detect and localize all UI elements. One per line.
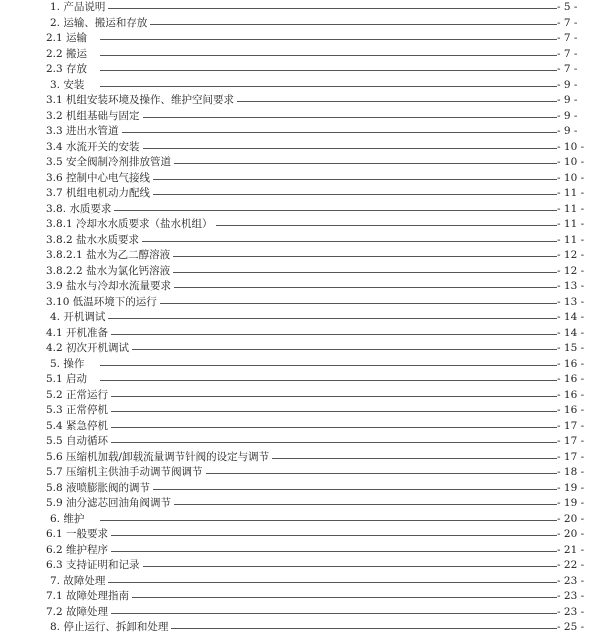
toc-entry-title: 3.1 机组安装环境及操作、维护空间要求 <box>46 93 237 108</box>
toc-entry[interactable] <box>0 124 604 139</box>
toc-entry[interactable] <box>0 47 604 62</box>
toc-entry[interactable] <box>0 543 604 558</box>
toc-entry-title: 3.5 安全阀制冷剂排放管道 <box>46 155 174 170</box>
toc-entry-title: 3.8.1 冷却水水质要求（盐水机组） <box>46 217 216 232</box>
toc-leader-line <box>100 86 568 87</box>
toc-entry[interactable] <box>0 605 604 620</box>
toc-leader-line <box>100 520 568 521</box>
toc-page-number: - 13 - <box>557 279 597 294</box>
toc-leader-line <box>100 613 568 614</box>
toc-entry-title: 4. 开机调试 <box>50 310 108 325</box>
toc-entry-title: 8. 停止运行、拆卸和处理 <box>50 620 171 635</box>
toc-page-number: - 10 - <box>557 171 597 186</box>
toc-entry-title: 3.8.2.2 盐水为氯化钙溶液 <box>46 264 173 279</box>
toc-page-number: - 13 - <box>557 295 597 310</box>
toc-leader-line <box>100 148 568 149</box>
toc-entry-title: 3.8. 水质要求 <box>46 202 114 217</box>
toc-leader-line <box>100 551 568 552</box>
toc-entry-title: 7.2 故障处理 <box>46 605 111 620</box>
toc-entry[interactable] <box>0 310 604 325</box>
toc-entry-title: 5.1 启动 <box>46 372 90 387</box>
toc-entry-title: 3.10 低温环境下的运行 <box>46 295 160 310</box>
toc-page-number: - 12 - <box>557 264 597 279</box>
toc-entry[interactable] <box>0 93 604 108</box>
toc-leader-line <box>100 442 568 443</box>
toc-entry[interactable] <box>0 171 604 186</box>
toc-entry[interactable] <box>0 434 604 449</box>
toc-page-number: - 19 - <box>557 496 597 511</box>
toc-entry-title: 6.1 一般要求 <box>46 527 111 542</box>
toc-leader-line <box>100 411 568 412</box>
toc-leader-line <box>100 349 568 350</box>
toc-entry-title: 3.4 水流开关的安装 <box>46 140 143 155</box>
toc-leader-line <box>100 210 568 211</box>
toc-entry[interactable] <box>0 388 604 403</box>
toc-entry-title: 3.7 机组电机动力配线 <box>46 186 153 201</box>
toc-entry-title: 6.3 支持证明和记录 <box>46 558 143 573</box>
toc-entry[interactable] <box>0 0 604 15</box>
toc-leader-line <box>100 489 568 490</box>
toc-entry[interactable] <box>0 465 604 480</box>
toc-page-number: - 7 - <box>557 62 597 77</box>
toc-entry[interactable] <box>0 419 604 434</box>
toc-leader-line <box>100 55 568 56</box>
toc-leader-line <box>100 380 568 381</box>
toc-leader-line <box>100 597 568 598</box>
toc-page-number: - 20 - <box>557 512 597 527</box>
toc-page-number: - 19 - <box>557 481 597 496</box>
toc-page-number: - 11 - <box>557 217 597 232</box>
toc-leader-line <box>100 241 568 242</box>
toc-entry[interactable] <box>0 357 604 372</box>
toc-entry[interactable] <box>0 31 604 46</box>
toc-entry[interactable] <box>0 450 604 465</box>
toc-page-number: - 9 - <box>557 109 597 124</box>
toc-entry-title: 4.1 开机准备 <box>46 326 111 341</box>
toc-entry-title: 5.4 紧急停机 <box>46 419 111 434</box>
toc-leader-line <box>100 194 568 195</box>
toc-page-number: - 11 - <box>557 186 597 201</box>
toc-page-number: - 23 - <box>557 589 597 604</box>
toc-leader-line <box>100 582 568 583</box>
toc-entry[interactable] <box>0 496 604 511</box>
toc-entry[interactable] <box>0 279 604 294</box>
toc-page-number: - 5 - <box>557 0 597 15</box>
toc-page-number: - 15 - <box>557 341 597 356</box>
toc-entry-title: 4.2 初次开机调试 <box>46 341 132 356</box>
toc-page-number: - 25 - <box>557 620 597 635</box>
toc-entry-title: 3.8.2.1 盐水为乙二醇溶液 <box>46 248 173 263</box>
toc-leader-line <box>100 70 568 71</box>
toc-entry-title: 2. 运输、搬运和存放 <box>50 16 150 31</box>
toc-page-number: - 7 - <box>557 31 597 46</box>
toc-page-number: - 21 - <box>557 543 597 558</box>
toc-entry-title: 5.8 液喷膨胀阀的调节 <box>46 481 153 496</box>
toc-entry-title: 2.1 运输 <box>46 31 90 46</box>
toc-entry[interactable] <box>0 589 604 604</box>
toc-entry-title: 5.3 正常停机 <box>46 403 111 418</box>
toc-page-number: - 12 - <box>557 248 597 263</box>
toc-entry-title: 5.2 正常运行 <box>46 388 111 403</box>
toc-page-number: - 16 - <box>557 357 597 372</box>
toc-page-number: - 11 - <box>557 233 597 248</box>
toc-page-number: - 14 - <box>557 310 597 325</box>
toc-page-number: - 9 - <box>557 93 597 108</box>
toc-entry[interactable] <box>0 527 604 542</box>
toc-page-number: - 10 - <box>557 140 597 155</box>
toc-entry-title: 5. 操作 <box>50 357 87 372</box>
toc-page-number: - 22 - <box>557 558 597 573</box>
toc-page-number: - 7 - <box>557 16 597 31</box>
toc-page-number: - 9 - <box>557 78 597 93</box>
toc-page-number: - 14 - <box>557 326 597 341</box>
toc-entry[interactable] <box>0 295 604 310</box>
toc-page-number: - 16 - <box>557 403 597 418</box>
toc-entry[interactable] <box>0 326 604 341</box>
toc-entry[interactable] <box>0 140 604 155</box>
toc-leader-line <box>100 303 568 304</box>
toc-entry[interactable] <box>0 341 604 356</box>
toc-entry-title: 2.3 存放 <box>46 62 90 77</box>
toc-entry-title: 2.2 搬运 <box>46 47 90 62</box>
toc-entry[interactable] <box>0 186 604 201</box>
toc-entry-title: 3.3 进出水管道 <box>46 124 122 139</box>
toc-entry[interactable] <box>0 155 604 170</box>
toc-entry-title: 7. 故障处理 <box>50 574 108 589</box>
toc-entry[interactable] <box>0 512 604 527</box>
toc-leader-line <box>100 8 568 9</box>
toc-leader-line <box>100 396 568 397</box>
toc-entry-title: 5.9 油分滤芯回油角阀调节 <box>46 496 174 511</box>
toc-leader-line <box>100 24 568 25</box>
toc-entry-title: 7.1 故障处理指南 <box>46 589 132 604</box>
toc-page-number: - 18 - <box>557 465 597 480</box>
toc-entry[interactable] <box>0 16 604 31</box>
toc-leader-line <box>100 427 568 428</box>
toc-entry[interactable] <box>0 109 604 124</box>
toc-entry-title: 3.2 机组基础与固定 <box>46 109 143 124</box>
toc-entry[interactable] <box>0 558 604 573</box>
toc-leader-line <box>100 179 568 180</box>
toc-entry[interactable] <box>0 481 604 496</box>
toc-page-number: - 16 - <box>557 388 597 403</box>
toc-entry-title: 3. 安装 <box>50 78 87 93</box>
toc-entry-title: 5.6 压缩机加载/卸载流量调节针阀的设定与调节 <box>46 450 272 465</box>
toc-page-number: - 23 - <box>557 605 597 620</box>
toc-entry[interactable] <box>0 372 604 387</box>
toc-entry[interactable] <box>0 403 604 418</box>
toc-entry[interactable] <box>0 574 604 589</box>
toc-entry[interactable] <box>0 202 604 217</box>
toc-page-number: - 17 - <box>557 450 597 465</box>
toc-entry[interactable] <box>0 233 604 248</box>
toc-page-number: - 17 - <box>557 434 597 449</box>
toc-entry[interactable] <box>0 78 604 93</box>
toc-entry-title: 5.7 压缩机主供油手动调节阀调节 <box>46 465 206 480</box>
toc-entry-title: 3.9 盐水与冷却水流量要求 <box>46 279 174 294</box>
toc-page-number: - 10 - <box>557 155 597 170</box>
toc-entry-title: 1. 产品说明 <box>50 0 108 15</box>
toc-leader-line <box>100 334 568 335</box>
toc-entry[interactable] <box>0 248 604 263</box>
toc-leader-line <box>100 117 568 118</box>
toc-entry-title: 3.8.2 盐水水质要求 <box>46 233 142 248</box>
toc-entry-title: 6.2 维护程序 <box>46 543 111 558</box>
toc-leader-line <box>100 39 568 40</box>
toc-entry[interactable] <box>0 62 604 77</box>
toc-page-number: - 9 - <box>557 124 597 139</box>
toc-entry[interactable] <box>0 264 604 279</box>
toc-leader-line <box>100 566 568 567</box>
toc-page-number: - 7 - <box>557 47 597 62</box>
toc-leader-line <box>100 365 568 366</box>
toc-entry[interactable] <box>0 217 604 232</box>
toc-page-number: - 23 - <box>557 574 597 589</box>
toc-leader-line <box>100 535 568 536</box>
toc-entry-title: 5.5 自动循环 <box>46 434 111 449</box>
toc-leader-line <box>100 318 568 319</box>
toc-page-number: - 16 - <box>557 372 597 387</box>
toc-entry[interactable] <box>0 620 604 635</box>
toc-leader-line <box>100 132 568 133</box>
toc-entry-title: 3.6 控制中心电气接线 <box>46 171 153 186</box>
toc-page-number: - 11 - <box>557 202 597 217</box>
toc-entry-title: 6. 维护 <box>50 512 87 527</box>
toc-page-number: - 17 - <box>557 419 597 434</box>
toc-page-number: - 20 - <box>557 527 597 542</box>
